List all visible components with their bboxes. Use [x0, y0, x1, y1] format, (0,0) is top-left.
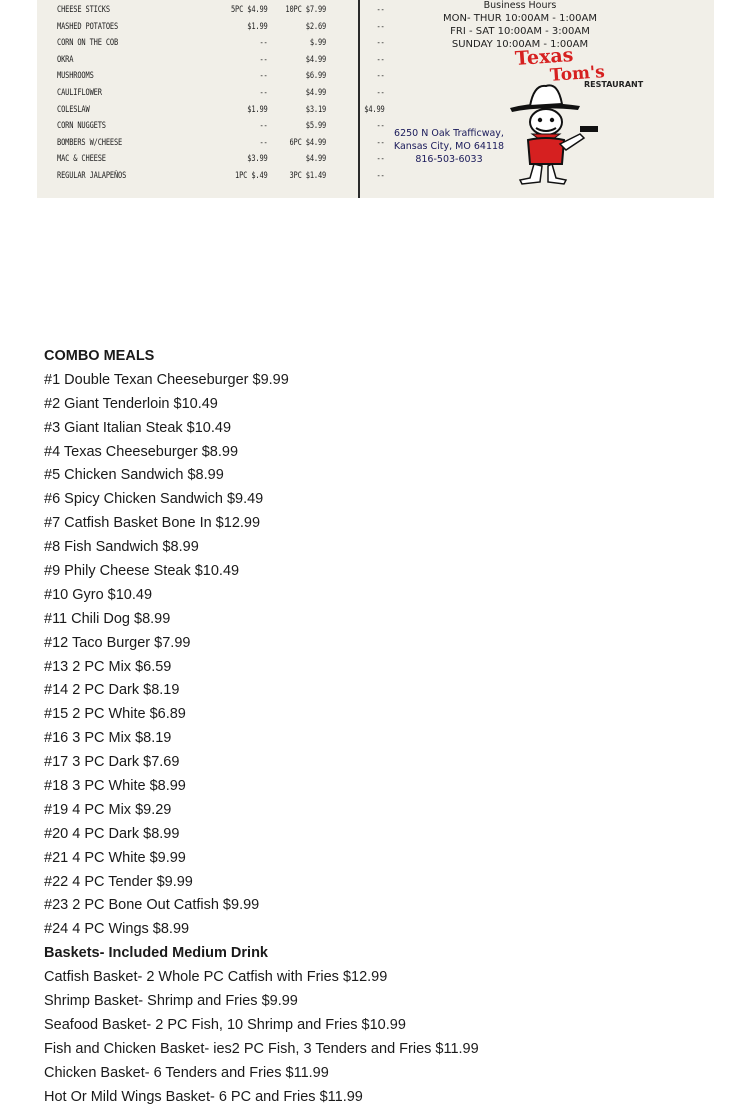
combo-item: #11 Chili Dog $8.99 — [44, 610, 171, 627]
side-item-price: 10PC $7.99 — [285, 5, 327, 15]
basket-item: Shrimp Basket- Shrimp and Fries $9.99 — [44, 993, 298, 1010]
side-item-price: -- — [376, 154, 385, 165]
side-item-price: $2.69 — [305, 21, 327, 32]
side-item-row — [57, 55, 385, 69]
side-item-price: -- — [259, 71, 268, 82]
side-item-price: $4.99 — [305, 88, 327, 98]
side-item-row — [57, 5, 385, 19]
side-item-name: CORN NUGGETS — [57, 121, 106, 132]
sides-price-list — [37, 0, 385, 198]
restaurant-info-panel — [360, 0, 714, 198]
side-item-price: -- — [259, 137, 268, 148]
address-line: 6250 N Oak Trafficway, — [394, 128, 504, 139]
combo-item: #1 Double Texan Cheeseburger $9.99 — [44, 371, 289, 388]
combo-item: #20 4 PC Dark $8.99 — [44, 825, 180, 842]
side-item-price: $4.99 — [305, 154, 327, 165]
combo-item: #14 2 PC Dark $8.19 — [44, 682, 180, 699]
combo-item: #10 Gyro $10.49 — [44, 586, 153, 603]
side-item-price: $4.99 — [364, 104, 385, 115]
side-item-name: CHEESE STICKS — [57, 5, 110, 15]
basket-item: Catfish Basket- 2 Whole PC Catfish with Fries $12.99 — [44, 969, 388, 986]
side-item-row — [57, 88, 385, 102]
basket-item: Fish and Chicken Basket- ies2 PC Fish, 3 Tenders and Fries $11.99 — [44, 1040, 479, 1057]
combo-item: #13 2 PC Mix $6.59 — [44, 658, 172, 675]
combo-item: #17 3 PC Dark $7.69 — [44, 754, 180, 771]
side-item-row — [57, 121, 385, 135]
combo-item: #9 Phily Cheese Steak $10.49 — [44, 563, 240, 580]
side-item-price: -- — [376, 54, 385, 65]
combo-item: #12 Taco Burger $7.99 — [44, 634, 191, 651]
side-item-price: $6.99 — [305, 71, 327, 82]
side-item-price: -- — [376, 121, 385, 132]
side-item-name: MASHED POTATOES — [57, 21, 119, 32]
side-item-price: $1.99 — [247, 21, 268, 32]
side-item-name: CAULIFLOWER — [57, 88, 102, 98]
cowboy-mascot-icon — [500, 78, 610, 186]
combo-item: #16 3 PC Mix $8.19 — [44, 730, 172, 747]
combo-item: #24 4 PC Wings $8.99 — [44, 921, 190, 938]
combo-item: #6 Spicy Chicken Sandwich $9.49 — [44, 491, 264, 508]
side-item-price: -- — [259, 88, 268, 98]
hours-line: FRI - SAT 10:00AM - 3:00AM — [450, 26, 590, 37]
basket-item: Chicken Basket- 6 Tenders and Fries $11.99 — [44, 1064, 329, 1081]
side-item-price: 3PC $1.49 — [289, 171, 327, 181]
side-item-name: MAC & CHEESE — [57, 154, 106, 165]
side-item-row — [57, 138, 385, 152]
side-item-name: COLESLAW — [57, 104, 90, 115]
combo-item: #21 4 PC White $9.99 — [44, 849, 186, 866]
side-item-price: -- — [376, 5, 385, 15]
combo-item: #19 4 PC Mix $9.29 — [44, 801, 172, 818]
side-item-price: $3.19 — [305, 104, 327, 115]
combo-item: #23 2 PC Bone Out Catfish $9.99 — [44, 897, 260, 914]
menu-image — [37, 0, 714, 198]
hours-line: MON- THUR 10:00AM - 1:00AM — [442, 13, 598, 24]
side-item-row — [57, 38, 385, 52]
combo-item: #2 Giant Tenderloin $10.49 — [44, 395, 218, 412]
side-item-row — [57, 22, 385, 36]
combo-item: #15 2 PC White $6.89 — [44, 706, 186, 723]
hours-title: Business Hours — [483, 0, 557, 11]
combo-item: #8 Fish Sandwich $8.99 — [44, 539, 199, 556]
menu-text — [44, 345, 724, 1110]
side-item-price: $1.99 — [247, 104, 268, 115]
hours-line: SUNDAY 10:00AM - 1:00AM — [451, 39, 589, 50]
combo-meals-heading: COMBO MEALS — [44, 348, 155, 364]
side-item-price: -- — [376, 71, 385, 82]
side-item-name: OKRA — [57, 54, 74, 65]
combo-item: #18 3 PC White $8.99 — [44, 778, 186, 795]
side-item-row — [57, 171, 385, 185]
side-item-price: 6PC $4.99 — [289, 137, 327, 148]
side-item-price: 5PC $4.99 — [230, 5, 268, 15]
side-item-name: REGULAR JALAPEÑOS — [57, 171, 127, 181]
combo-item: #22 4 PC Tender $9.99 — [44, 873, 193, 890]
side-item-row — [57, 71, 385, 85]
logo-word-toms: Tom's — [549, 62, 606, 86]
logo-restaurant-label: RESTAURANT — [584, 80, 644, 89]
combo-item: #7 Catfish Basket Bone In $12.99 — [44, 515, 261, 532]
side-item-price: -- — [376, 21, 385, 32]
basket-item: Seafood Basket- 2 PC Fish, 10 Shrimp and Fries $10.99 — [44, 1016, 406, 1033]
side-item-price: $5.99 — [305, 121, 327, 132]
combo-list — [44, 369, 724, 942]
side-item-price: $.99 — [309, 38, 327, 49]
side-item-row — [57, 154, 385, 168]
side-item-price: -- — [259, 38, 268, 49]
combo-item: #3 Giant Italian Steak $10.49 — [44, 419, 232, 436]
side-item-price: -- — [376, 88, 385, 98]
basket-list — [44, 966, 724, 1109]
side-item-price: -- — [376, 137, 385, 148]
logo-word-texas: Texas — [514, 43, 575, 71]
combo-item: #5 Chicken Sandwich $8.99 — [44, 467, 224, 484]
side-item-row — [57, 105, 385, 119]
side-item-price: -- — [259, 121, 268, 132]
combo-item: #4 Texas Cheeseburger $8.99 — [44, 443, 239, 460]
side-item-name: MUSHROOMS — [57, 71, 94, 82]
address-line: Kansas City, MO 64118 — [393, 141, 505, 152]
side-item-price: -- — [376, 38, 385, 49]
side-item-price: -- — [376, 171, 385, 181]
baskets-heading: Baskets- Included Medium Drink — [44, 945, 268, 962]
side-item-price: $4.99 — [305, 54, 327, 65]
side-item-price: 1PC $.49 — [235, 171, 268, 181]
side-item-price: $3.99 — [247, 154, 268, 165]
side-item-name: BOMBERS W/CHEESE — [57, 137, 123, 148]
basket-item: Hot Or Mild Wings Basket- 6 PC and Fries $11.99 — [44, 1088, 363, 1105]
address-line: 816-503-6033 — [415, 154, 483, 165]
side-item-price: -- — [259, 54, 268, 65]
side-item-name: CORN ON THE COB — [57, 38, 119, 49]
